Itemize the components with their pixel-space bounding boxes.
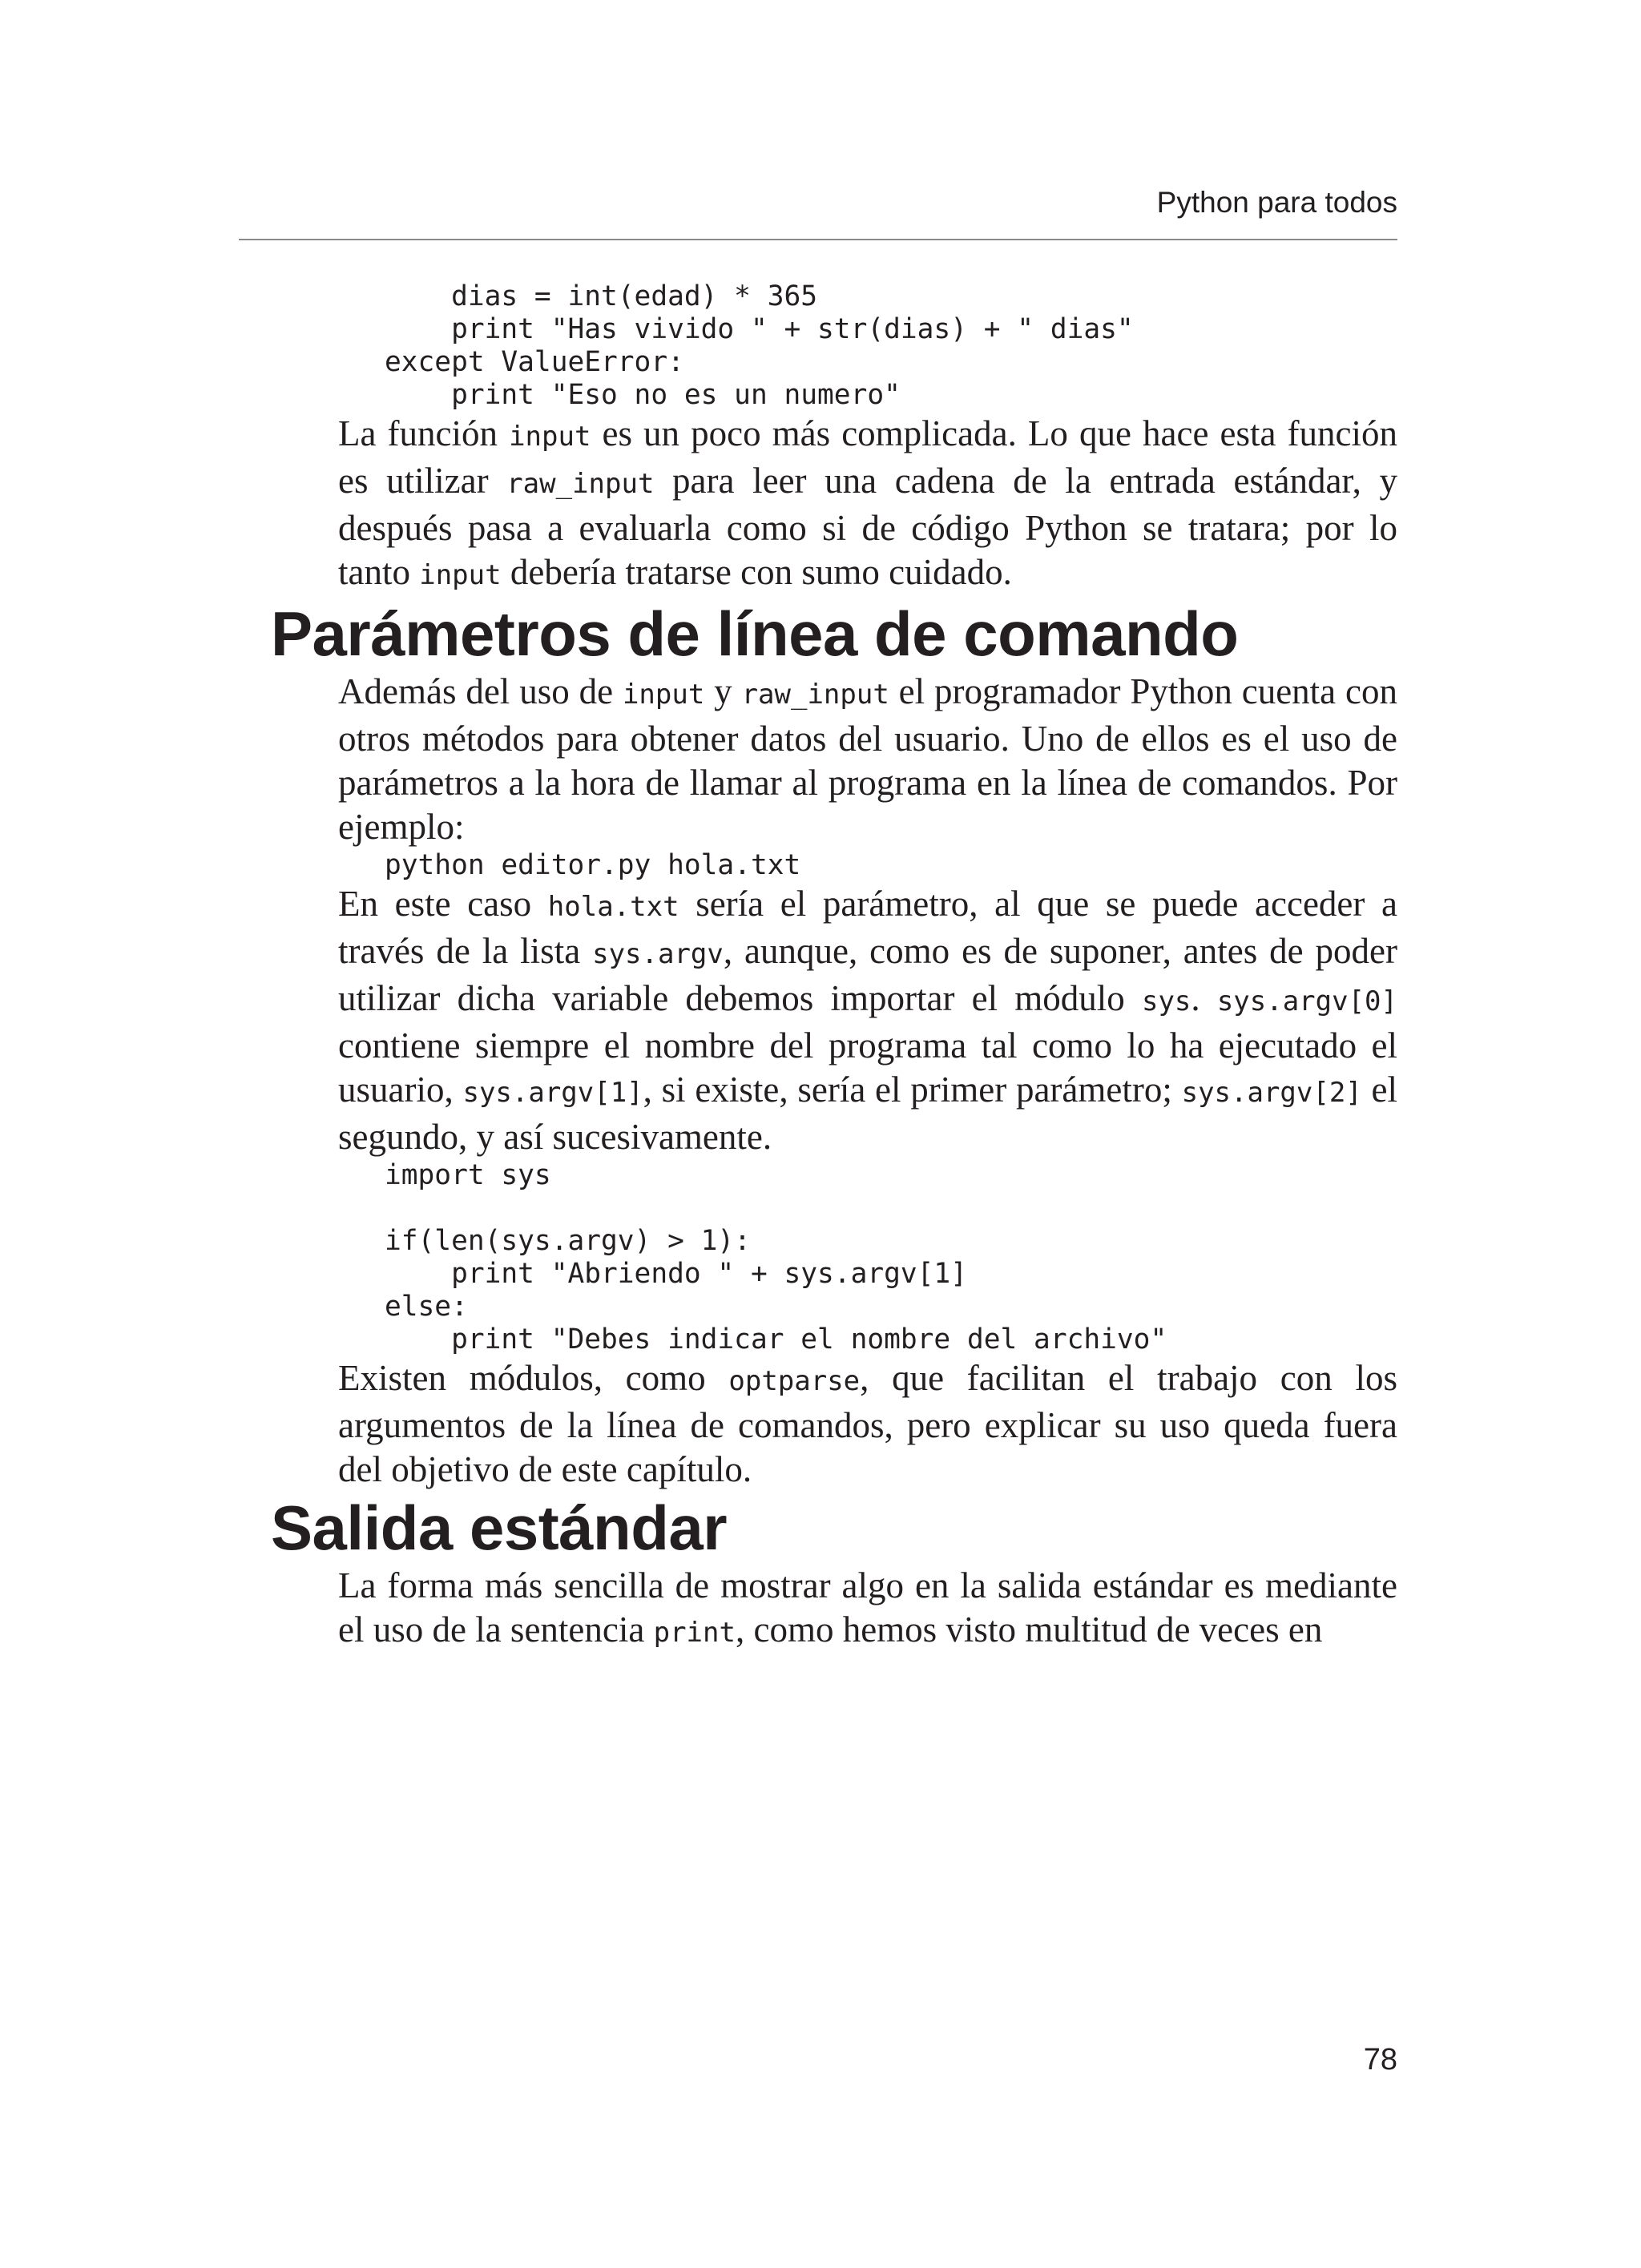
inline-code: hola.txt [547, 891, 679, 923]
page-number: 78 [1363, 2043, 1397, 2077]
page-content [239, 280, 1397, 1655]
paragraph-sys-argv: En este caso hola.txt sería el parámetro, al que se puede acceder a través de la lista sys.argv, aunque, como es de suponer, antes de poder utilizar dicha variable debemos importar el módulo sys. sys.argv[0] contiene siempre el nombre del programa tal como lo ha ejecutado el usuario, sys.argv[1], si existe, sería el primer parámetro; sys.argv[2] el segundo, y así sucesivamente. [338, 884, 1397, 1157]
code-block-try-except: dias = int(edad) * 365 print "Has vivido " + str(dias) + " dias" except ValueError: print "Eso no es un numero" [385, 280, 1134, 411]
inline-code: raw_input [741, 679, 889, 711]
inline-code: input [622, 679, 705, 711]
inline-code: sys.argv[0] [1216, 985, 1397, 1017]
inline-code: input [509, 421, 591, 453]
section-heading-command-line: Parámetros de línea de comando [271, 598, 1239, 669]
inline-code: print [653, 1617, 736, 1649]
running-title: Python para todos [1156, 186, 1397, 219]
inline-code: sys [1141, 985, 1191, 1017]
paragraph-command-line-intro: Además del uso de input y raw_input el programador Python cuenta con otros métodos para obtener datos del usuario. Uno de ellos es el uso de parámetros a la hora de llamar al programa en la línea de comandos. Por ejemplo: [338, 671, 1397, 847]
paragraph-standard-output: La forma más sencilla de mostrar algo en la salida estándar es mediante el uso de la sentencia print, como hemos visto multitud de veces en [338, 1565, 1397, 1650]
inline-code: sys.argv [592, 938, 724, 970]
inline-code: raw_input [506, 468, 655, 500]
paragraph-input-function: La función input es un poco más complicada. Lo que hace esta función es utilizar raw_input para leer una cadena de la entrada estándar, y después pasa a evaluarla como si de código Python se tratara; por lo tanto input debería tratarse con sumo cuidado. [338, 413, 1397, 592]
code-block-command-example: python editor.py hola.txt [385, 849, 801, 881]
inline-code: input [419, 559, 502, 591]
inline-code: sys.argv[2] [1181, 1077, 1362, 1109]
running-header [239, 184, 1397, 240]
code-block-sys-argv: import sys if(len(sys.argv) > 1): print "Abriendo " + sys.argv[1] else: print "Debes indicar el nombre del archivo" [385, 1159, 1167, 1356]
section-heading-standard-output: Salida estándar [271, 1493, 728, 1563]
paragraph-optparse: Existen módulos, como optparse, que facilitan el trabajo con los argumentos de la línea de comandos, pero explicar su uso queda fuera del objetivo de este capítulo. [338, 1358, 1397, 1489]
inline-code: sys.argv[1] [462, 1077, 643, 1109]
inline-code: optparse [728, 1365, 861, 1397]
